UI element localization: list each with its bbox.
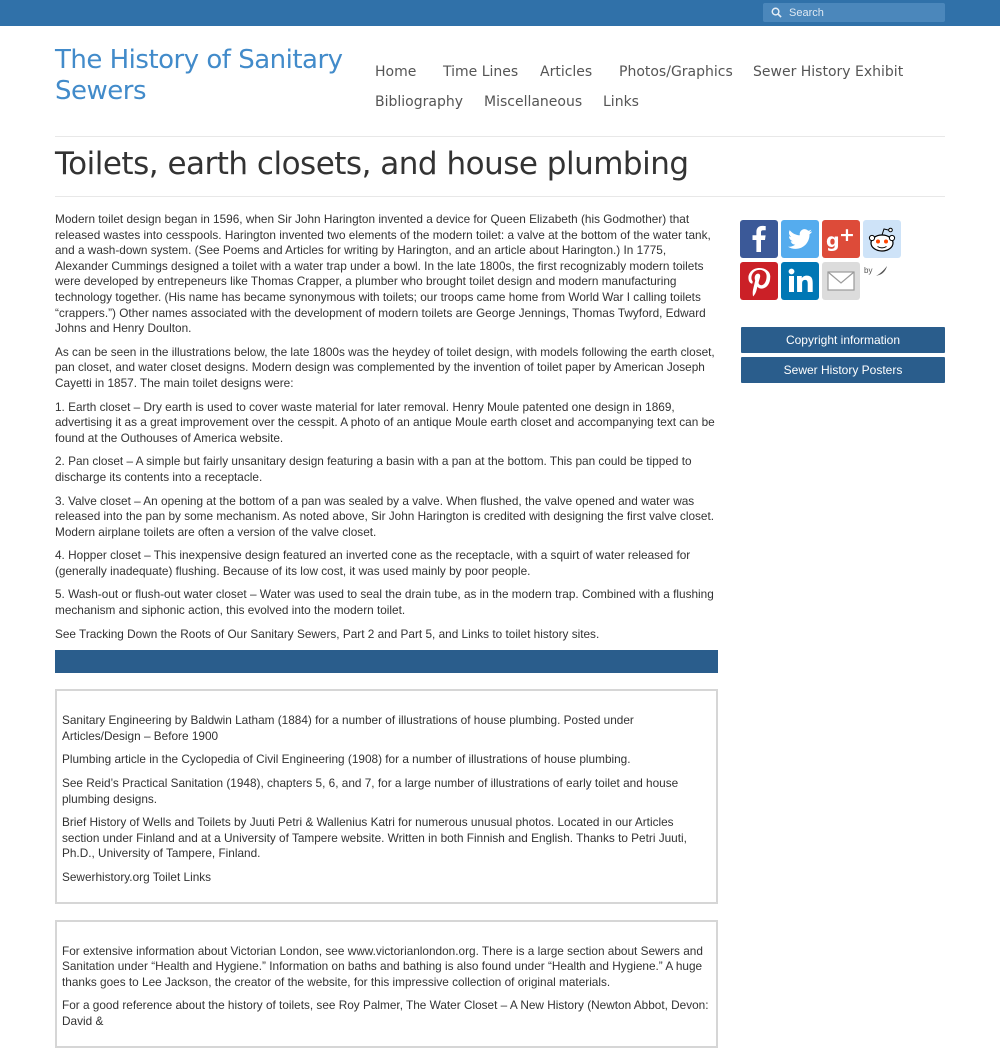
search-box[interactable] [763,3,945,22]
facebook-icon[interactable] [740,220,778,258]
share-by-label [864,265,889,277]
reference-item[interactable]: See Reid’s Practical Sanitation (1948), chapters 5, 6, and 7, for a large number of illustrations of early toilet and house plumbing designs. [62,776,679,806]
search-icon [771,7,782,18]
paragraph-pan-closet: 2. Pan closet – A simple but fairly unsanitary design featuring a basin with a pan at the bottom. This pan could be tipped to discharge its contents into a receptacle. [55,454,692,484]
article-content [55,212,718,1048]
sewer-history-posters-button[interactable]: Sewer History Posters [741,357,945,383]
paragraph-see-also: See Tracking Down the Roots of Our Sanitary Sewers, Part 2 and Part 5, and Links to toilet history sites. [55,626,600,641]
section-bar [55,650,718,673]
reference-item[interactable]: Sewerhistory.org Toilet Links [62,870,212,884]
paragraph-intro: Modern toilet design began in 1596, when Sir John Harington invented a device for Queen Elizabeth (his Godmother) that released wastes into cesspools. Harington invented two elements of the modern toilet: a valve at the bottom of the water tank, and a wash-down system. (See Poems and Articles for writing by Harington, and an article about Harington.) In 1775, Alexander Cummings designed a toilet with a water trap under a bowl. In the late 1800s, the first recognizably modern toilets were developed by entrepeneurs like Thomas Crapper, a plumber who brought toilet design and modern manufacturing technology together. (His name has became synonymous with toilets; our troops came home from World War I calling toilets “crappers.”) Other names associated with the development of modern toilets are George Jennings, Thomas Twyford, Edward Johns and Henry Doulton. [55,212,711,336]
page-title: Toilets, earth closets, and house plumbing [55,146,689,182]
reddit-icon[interactable] [863,220,901,258]
reference-item[interactable]: Sanitary Engineering by Baldwin Latham (1884) for a number of illustrations of house plumbing. Posted under Articles/Design – Before 1900 [62,713,634,743]
reference-item[interactable]: For a good reference about the history of toilets, see Roy Palmer, The Water Closet – A New History (Newton Abbot, Devon: David & [62,998,709,1028]
nav-home[interactable]: Home [375,64,417,80]
site-title-line-1[interactable]: The History of Sanitary [55,45,343,75]
svg-text:g: g [826,230,840,252]
nav-links[interactable]: Links [603,94,639,110]
paragraph-hopper-closet: 4. Hopper closet – This inexpensive design featured an inverted cone as the receptacle, with a squirt of water released for (generally inadequate) flushing. Because of its low cost, it was used mainly by poor people. [55,548,691,578]
site-title[interactable] [55,45,355,107]
references-box [55,689,718,903]
reference-item[interactable]: For extensive information about Victorian London, see www.victorianlondon.org. There is a large section about Sewers and Sanitation under “Health and Hygiene.” Information on baths and bathing is also found under “Health and Hygiene.” A huge thanks goes to Lee Jackson, the creator of the website, for this impressive collection of original materials. [62,943,703,989]
victorian-box [55,920,718,1048]
linkedin-icon[interactable] [781,262,819,300]
search-input[interactable] [789,3,939,22]
nav-time-lines[interactable]: Time Lines [443,64,519,80]
nav-miscellaneous[interactable]: Miscellaneous [484,94,583,110]
title-divider [55,196,945,197]
share-by-text: by [864,266,873,276]
share-buttons [740,220,910,302]
nav-sewer-history-exhibit[interactable]: Sewer History Exhibit [753,64,904,80]
paragraph-wash-out-closet: 5. Wash-out or flush-out water closet – Water was used to seal the drain tube, as in the modern trap. Combined with a flushing mechanism and siphonic action, this evolved into the modern toilet. [55,587,714,618]
nav-articles[interactable]: Articles [540,64,593,80]
feather-icon [875,265,889,277]
site-title-line-2[interactable]: Sewers [55,76,146,106]
nav-photos-graphics[interactable]: Photos/Graphics [619,64,733,80]
reference-item[interactable]: Brief History of Wells and Toilets by Juuti Petri & Wallenius Katri for numerous unusual photos. Located in our Articles section under Finland and at a University of Tampere website. Written in both Finnish and English. Thanks to Petri Juuti, Ph.D., University of Tampere, Finland. [62,815,687,861]
reference-item[interactable]: Plumbing article in the Cyclopedia of Civil Engineering (1908) for a number of illustrations of house plumbing. [62,752,631,767]
paragraph-designs: As can be seen in the illustrations below, the late 1800s was the heydey of toilet design, with models following the earth closet, pan closet, and water closet designs. Modern design was complemented by the invention of toilet paper by American Joseph Cayetti in 1857. The main toilet designs were: [55,344,715,390]
email-icon[interactable] [822,262,860,300]
paragraph-earth-closet: 1. Earth closet – Dry earth is used to cover waste material for later removal. Henry Moule patented one design in 1869, advertising it as a great improvement over the cesspit. A photo of an antique Moule earth closet and accompanying text can be found at the Outhouses of America website. [55,399,715,445]
nav-bibliography[interactable]: Bibliography [375,94,463,110]
svg-text:+: + [839,224,855,246]
google-plus-icon[interactable] [822,220,860,258]
copyright-info-button[interactable]: Copyright information [741,327,945,353]
header-divider [55,136,945,137]
top-bar [0,0,1000,26]
paragraph-valve-closet: 3. Valve closet – An opening at the bottom of a pan was sealed by a valve. When flushed, the valve opened and water was released into the pan by some mechanism. As noted above, Sir John Harington is credited with designing the first valve closet. Modern airplane toilets are often a version of the valve closet. [55,493,715,539]
pinterest-icon[interactable] [740,262,778,300]
twitter-icon[interactable] [781,220,819,258]
